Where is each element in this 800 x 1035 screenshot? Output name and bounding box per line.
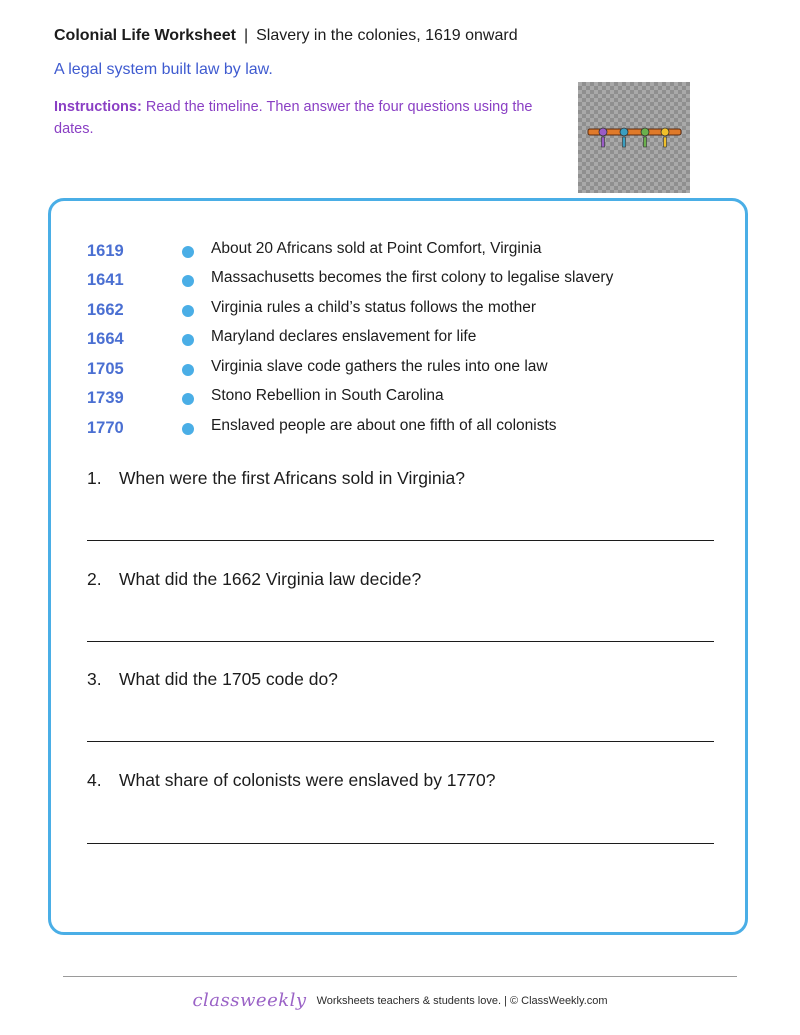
footer (0, 990, 800, 1011)
question-text: What did the 1705 code do? (119, 669, 338, 689)
thumbnail-marker-stem (602, 137, 605, 147)
instructions-text: Read the timeline. Then answer the four questions using the dates. (54, 99, 533, 137)
timeline-event: Virginia slave code gathers the rules into one law (211, 358, 548, 375)
timeline-event: About 20 Africans sold at Point Comfort, Virginia (211, 240, 542, 257)
question-1 (87, 468, 465, 489)
timeline-dot (182, 364, 194, 376)
worksheet-subtitle: A legal system built law by law. (54, 61, 273, 78)
timeline-year: 1739 (87, 389, 124, 407)
thumbnail-marker-stem (644, 137, 647, 147)
thumbnail-marker-dot (661, 128, 669, 136)
timeline-entry (51, 240, 741, 264)
timeline-entry (51, 417, 741, 441)
timeline-dot (182, 393, 194, 405)
timeline-event: Stono Rebellion in South Carolina (211, 387, 444, 404)
question-text: What did the 1662 Virginia law decide? (119, 569, 422, 589)
timeline-year: 1705 (87, 360, 124, 378)
timeline-event: Enslaved people are about one fifth of all colonists (211, 417, 557, 434)
timeline-dot (182, 275, 194, 287)
answer-line-1[interactable] (87, 540, 714, 541)
instructions (54, 96, 554, 140)
footer-tagline: Worksheets teachers & students love. | © ClassWeekly.com (316, 994, 608, 1007)
question-text: What share of colonists were enslaved by 1770? (119, 770, 496, 790)
timeline-year: 1619 (87, 242, 124, 260)
answer-line-2[interactable] (87, 641, 714, 642)
timeline-year: 1641 (87, 271, 124, 289)
thumbnail-marker-stem (664, 137, 667, 147)
timeline-dot (182, 334, 194, 346)
timeline-entry (51, 328, 741, 352)
timeline-entry (51, 358, 741, 382)
question-number: 1. (87, 468, 102, 488)
timeline-event: Maryland declares enslavement for life (211, 328, 477, 345)
thumbnail-marker-stem (623, 137, 626, 147)
timeline-entry (51, 299, 741, 323)
thumbnail-marker-dot (641, 128, 649, 136)
brand-logo: classweekly (192, 990, 307, 1011)
timeline-event: Massachusetts becomes the first colony to legalise slavery (211, 269, 614, 286)
answer-line-3[interactable] (87, 741, 714, 742)
timeline-dot (182, 246, 194, 258)
timeline-year: 1770 (87, 419, 124, 437)
timeline-dot (182, 423, 194, 435)
question-number: 2. (87, 569, 102, 589)
worksheet-topic: Slavery in the colonies, 1619 onward (256, 27, 518, 44)
timeline-entry (51, 269, 741, 293)
question-number: 4. (87, 770, 102, 790)
question-number: 3. (87, 669, 102, 689)
instructions-label: Instructions: (54, 99, 142, 115)
footer-divider (63, 976, 737, 977)
worksheet-card (48, 198, 748, 935)
question-text: When were the first Africans sold in Virginia? (119, 468, 465, 488)
timeline-dot (182, 305, 194, 317)
timeline-thumbnail-image (578, 82, 690, 193)
worksheet-header (54, 27, 518, 45)
answer-line-4[interactable] (87, 843, 714, 844)
header-separator: | (243, 27, 249, 44)
timeline-year: 1662 (87, 301, 124, 319)
question-2 (87, 569, 421, 590)
timeline-event: Virginia rules a child’s status follows the mother (211, 299, 537, 316)
thumbnail-marker-dot (620, 128, 628, 136)
thumbnail-marker-dot (599, 128, 607, 136)
worksheet-title: Colonial Life Worksheet (54, 27, 236, 44)
question-3 (87, 669, 338, 690)
timeline-year: 1664 (87, 330, 124, 348)
question-4 (87, 770, 495, 791)
timeline-entry (51, 387, 741, 411)
